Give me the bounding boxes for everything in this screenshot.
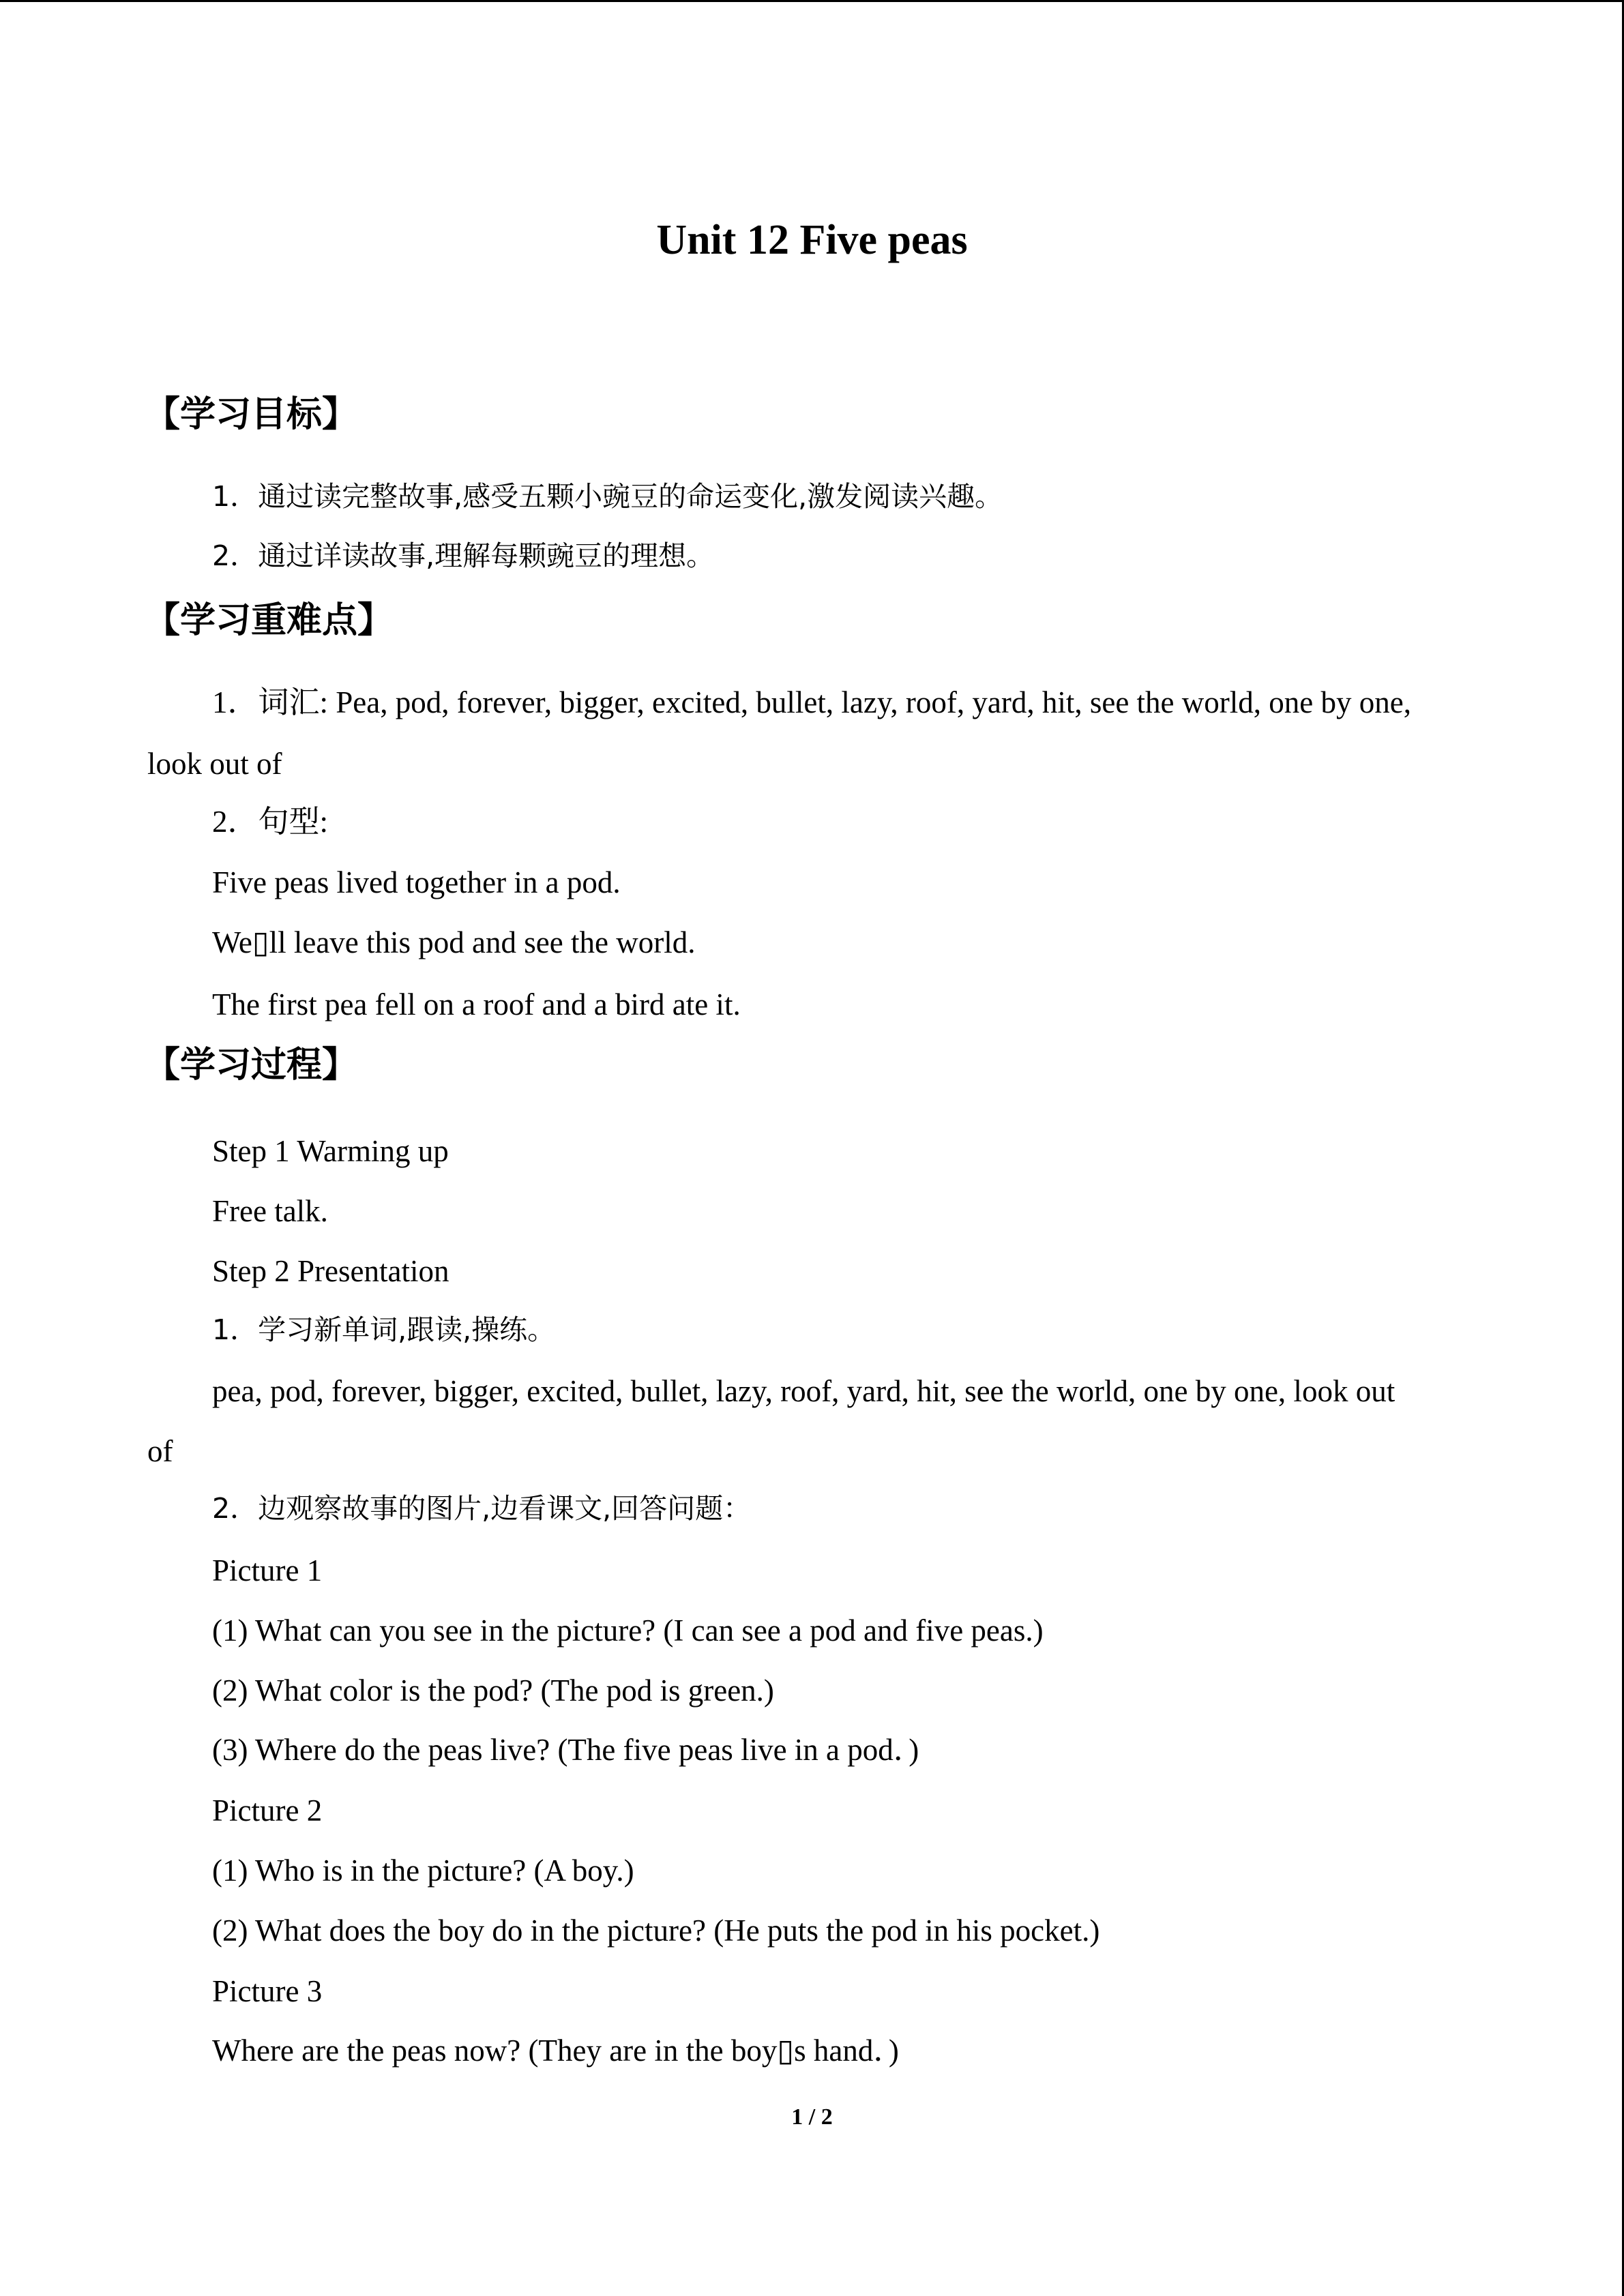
step-1-body: Free talk. (212, 1194, 328, 1228)
picture-2-label: Picture 2 (212, 1793, 323, 1828)
goal-item-1: 1．通过读完整故事,感受五颗小豌豆的命运变化,激发阅读兴趣。 (212, 480, 1003, 513)
picture-3-question-1: Where are the peas now? (They are in the boy▯s hand．) (212, 2033, 899, 2068)
picture-3-label: Picture 3 (212, 1974, 323, 2008)
process-item-2: 2．边观察故事的图片,边看课文,回答问题： (212, 1492, 752, 1525)
picture-1-question-2: (2) What color is the pod? (The pod is green.) (212, 1673, 774, 1708)
picture-2-question-1: (1) Who is in the picture? (A boy.) (212, 1853, 634, 1888)
heading-learning-goals: 【学习目标】 (145, 394, 358, 435)
page-title: Unit 12 Five peas (656, 217, 968, 263)
page-top-border (0, 0, 1624, 2)
sentence-1: Five peas lived together in a pod. (212, 865, 621, 899)
picture-1-question-1: (1) What can you see in the picture? (I can see a pod and five peas.) (212, 1613, 1044, 1648)
step-1-title: Step 1 Warming up (212, 1134, 449, 1168)
heading-learning-process: 【学习过程】 (145, 1045, 358, 1086)
vocabulary-line-2: look out of (147, 747, 282, 781)
picture-1-question-3: (3) Where do the peas live? (The five peas live in a pod．) (212, 1733, 919, 1767)
word-list-line-1: pea, pod, forever, bigger, excited, bullet, lazy, roof, yard, hit, see the world, one by one, look out (212, 1374, 1396, 1408)
goal-item-2: 2．通过详读故事,理解每颗豌豆的理想。 (212, 539, 715, 572)
vocabulary-line-1: 1．词汇: Pea, pod, forever, bigger, excited, bullet, lazy, roof, yard, hit, see the world, one by one, (212, 685, 1411, 719)
sentence-2: We▯ll leave this pod and see the world. (212, 925, 696, 959)
word-list-line-2: of (147, 1434, 173, 1468)
picture-1-label: Picture 1 (212, 1553, 323, 1587)
heading-key-points: 【学习重难点】 (145, 600, 394, 641)
sentence-pattern-label: 2．句型: (212, 805, 329, 839)
process-item-1: 1．学习新单词,跟读,操练。 (212, 1313, 556, 1346)
picture-2-question-2: (2) What does the boy do in the picture? (He puts the pod in his pocket.) (212, 1913, 1100, 1948)
step-2-title: Step 2 Presentation (212, 1254, 449, 1288)
page-number: 1 / 2 (791, 2104, 833, 2130)
sentence-3: The first pea fell on a roof and a bird ate it. (212, 987, 741, 1022)
